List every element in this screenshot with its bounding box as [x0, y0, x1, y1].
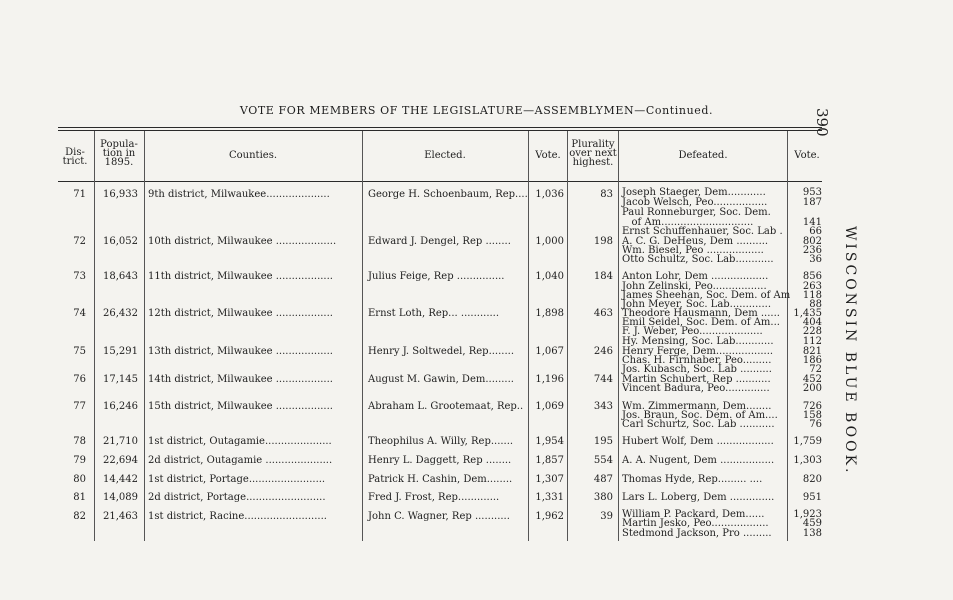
elected-cell: Patrick H. Cashin, Dem........	[368, 474, 513, 485]
defeated-name: Theodore Hausmann, Dem ......	[622, 308, 780, 319]
col-sep	[144, 131, 145, 541]
district-cell: 80	[73, 474, 86, 485]
district-cell: 73	[73, 271, 86, 282]
defeated-vote: 76	[809, 419, 822, 430]
defeated-name: Joseph Staeger, Dem............	[622, 187, 766, 198]
defeated-vote: 118	[802, 290, 822, 301]
plurality-cell: 487	[593, 474, 613, 485]
county-cell: 11th district, Milwaukee ..................	[148, 271, 333, 282]
defeated-vote: 36	[809, 254, 822, 265]
defeated-vote: 187	[802, 197, 822, 208]
elected-cell: Henry L. Daggett, Rep ........	[368, 455, 512, 466]
header-population: Popula- tion in 1895.	[100, 139, 138, 168]
col-sep	[618, 131, 619, 541]
district-cell: 81	[73, 492, 86, 503]
elected-cell: Edward J. Dengel, Rep ........	[368, 236, 511, 247]
defeated-name: Hubert Wolf, Dem ..................	[622, 436, 774, 447]
elected-cell: Julius Feige, Rep ...............	[368, 271, 505, 282]
population-cell: 21,463	[103, 511, 138, 522]
plurality-cell: 246	[593, 346, 613, 357]
defeated-name: Jacob Welsch, Peo.................	[622, 197, 768, 208]
population-cell: 22,694	[103, 455, 138, 466]
header-vote: Vote.	[535, 150, 561, 161]
header-defeated: Defeated.	[678, 150, 728, 161]
defeated-vote: 856	[802, 271, 822, 282]
defeated-vote: 802	[802, 236, 822, 247]
plurality-cell: 83	[600, 189, 613, 200]
district-cell: 76	[73, 374, 86, 385]
elected-cell: Ernst Loth, Rep... ............	[368, 308, 500, 319]
page-title: VOTE FOR MEMBERS OF THE LEGISLATURE—ASSEMBLYMEN—Continued.	[239, 104, 714, 117]
vote-cell: 1,040	[535, 271, 564, 282]
population-cell: 16,933	[103, 189, 138, 200]
county-cell: 2d district, Outagamie .....................	[148, 455, 333, 466]
plurality-cell: 39	[600, 511, 613, 522]
population-cell: 18,643	[103, 271, 138, 282]
elected-cell: George H. Schoenbaum, Rep....	[368, 189, 528, 200]
defeated-name: Wm. Biesel, Peo ..................	[622, 245, 764, 256]
defeated-name: James Sheehan, Soc. Dem. of Am	[622, 290, 791, 301]
defeated-name: Ernst Schuffenhauer, Soc. Lab .	[622, 226, 783, 237]
defeated-vote: 158	[802, 410, 822, 421]
defeated-name: Jos. Braun, Soc. Dem. of Am....	[622, 410, 778, 421]
plurality-cell: 554	[593, 455, 613, 466]
defeated-name: A. C. G. DeHeus, Dem ..........	[622, 236, 769, 247]
defeated-name: William P. Packard, Dem......	[622, 509, 765, 520]
defeated-vote: 236	[802, 245, 822, 256]
vote-cell: 1,898	[535, 308, 564, 319]
defeated-vote: 404	[802, 317, 822, 328]
county-cell: 10th district, Milwaukee ...................	[148, 236, 337, 247]
top-rule	[58, 127, 822, 128]
defeated-vote: 72	[809, 364, 822, 375]
col-sep	[362, 131, 363, 541]
defeated-name: Carl Schurtz, Soc. Lab ...........	[622, 419, 775, 430]
defeated-name: Martin Jesko, Peo..................	[622, 518, 769, 529]
defeated-name: Martin Schubert, Rep ...........	[622, 374, 771, 385]
county-cell: 1st district, Outagamie.....................	[148, 436, 332, 447]
defeated-vote: 138	[802, 528, 822, 539]
vote-cell: 1,069	[535, 401, 564, 412]
elected-cell: Henry J. Soltwedel, Rep........	[368, 346, 514, 357]
vote-cell: 1,954	[535, 436, 564, 447]
book-title-sidebar: WISCONSIN BLUE BOOK.	[842, 226, 858, 476]
district-cell: 75	[73, 346, 86, 357]
defeated-name: John Zelinski, Peo.................	[622, 281, 767, 292]
defeated-name: Emil Seidel, Soc. Dem. of Am...	[622, 317, 780, 328]
population-cell: 16,052	[103, 236, 138, 247]
district-cell: 77	[73, 401, 86, 412]
defeated-vote: 951	[802, 492, 822, 503]
population-cell: 14,089	[103, 492, 138, 503]
county-cell: 2d district, Portage.........................	[148, 492, 326, 503]
vote-cell: 1,962	[535, 511, 564, 522]
district-cell: 79	[73, 455, 86, 466]
plurality-cell: 380	[593, 492, 613, 503]
population-cell: 21,710	[103, 436, 138, 447]
plurality-cell: 195	[593, 436, 613, 447]
col-sep	[567, 131, 568, 541]
defeated-vote: 726	[802, 401, 822, 412]
district-cell: 78	[73, 436, 86, 447]
col-sep	[528, 131, 529, 541]
defeated-vote: 820	[802, 474, 822, 485]
district-cell: 82	[73, 511, 86, 522]
plurality-cell: 198	[593, 236, 613, 247]
defeated-vote: 1,435	[793, 308, 822, 319]
defeated-name: Paul Ronneburger, Soc. Dem.	[622, 207, 771, 218]
county-cell: 13th district, Milwaukee ..................	[148, 346, 333, 357]
population-cell: 14,442	[103, 474, 138, 485]
defeated-vote: 66	[809, 226, 822, 237]
defeated-vote: 263	[802, 281, 822, 292]
defeated-vote: 459	[802, 518, 822, 529]
defeated-vote: 953	[802, 187, 822, 198]
header-bottom-rule	[58, 181, 822, 182]
county-cell: 9th district, Milwaukee....................	[148, 189, 330, 200]
vote-cell: 1,331	[535, 492, 564, 503]
defeated-vote: 1,303	[793, 455, 822, 466]
elected-cell: Theophilus A. Willy, Rep.......	[368, 436, 514, 447]
elected-cell: Fred J. Frost, Rep.............	[368, 492, 500, 503]
header-elected: Elected.	[424, 150, 466, 161]
header-counties: Counties.	[229, 150, 277, 161]
top-rule-2	[58, 130, 822, 131]
defeated-name: Chas. H. Firnhaber, Peo.........	[622, 355, 772, 366]
defeated-name: John Meyer, Soc. Lab.............	[622, 299, 772, 310]
county-cell: 12th district, Milwaukee ..................	[148, 308, 333, 319]
defeated-vote: 1,923	[793, 509, 822, 520]
county-cell: 14th district, Milwaukee ..................	[148, 374, 333, 385]
defeated-name: Anton Lohr, Dem ..................	[622, 271, 769, 282]
col-sep	[94, 131, 95, 541]
defeated-vote: 1,759	[793, 436, 822, 447]
defeated-vote: 88	[809, 299, 822, 310]
population-cell: 26,432	[103, 308, 138, 319]
defeated-name: Henry Ferge, Dem..................	[622, 346, 774, 357]
defeated-name: Vincent Badura, Peo..............	[622, 383, 770, 394]
header-district: Dis- trict.	[62, 147, 88, 167]
vote-cell: 1,067	[535, 346, 564, 357]
defeated-vote: 200	[802, 383, 822, 394]
district-cell: 72	[73, 236, 86, 247]
header-defeated-vote: Vote.	[794, 150, 820, 161]
defeated-vote: 141	[802, 217, 822, 228]
defeated-vote: 821	[802, 346, 822, 357]
header-plurality: Plurality over next highest.	[569, 139, 617, 168]
district-cell: 74	[73, 308, 86, 319]
defeated-name: Jos. Kubasch, Soc. Lab ..........	[622, 364, 772, 375]
plurality-cell: 184	[593, 271, 613, 282]
plurality-cell: 343	[593, 401, 613, 412]
vote-cell: 1,307	[535, 474, 564, 485]
vote-cell: 1,857	[535, 455, 564, 466]
vote-cell: 1,036	[535, 189, 564, 200]
defeated-name: Otto Schultz, Soc. Lab............	[622, 254, 774, 265]
vote-cell: 1,196	[535, 374, 564, 385]
population-cell: 16,246	[103, 401, 138, 412]
defeated-vote: 186	[802, 355, 822, 366]
population-cell: 15,291	[103, 346, 138, 357]
defeated-name: Wm. Zimmermann, Dem........	[622, 401, 772, 412]
defeated-vote: 228	[802, 326, 822, 337]
county-cell: 1st district, Portage........................	[148, 474, 326, 485]
plurality-cell: 463	[593, 308, 613, 319]
defeated-vote: 452	[802, 374, 822, 385]
defeated-name: Stedmond Jackson, Pro .........	[622, 528, 772, 539]
defeated-name: F. J. Weber, Peo....................	[622, 326, 763, 337]
defeated-name: of Am.............................	[622, 217, 754, 228]
population-cell: 17,145	[103, 374, 138, 385]
elected-cell: August M. Gawin, Dem.........	[368, 374, 514, 385]
plurality-cell: 744	[593, 374, 613, 385]
county-cell: 15th district, Milwaukee ..................	[148, 401, 333, 412]
district-cell: 71	[73, 189, 86, 200]
elected-cell: Abraham L. Grootemaat, Rep..	[368, 401, 524, 412]
elected-cell: John C. Wagner, Rep ...........	[368, 511, 510, 522]
defeated-name: Hy. Mensing, Soc. Lab............	[622, 336, 774, 347]
county-cell: 1st district, Racine..........................	[148, 511, 327, 522]
defeated-name: A. A. Nugent, Dem .................	[622, 455, 775, 466]
page-number: 390	[813, 108, 831, 137]
defeated-name: Lars L. Loberg, Dem ..............	[622, 492, 775, 503]
vote-cell: 1,000	[535, 236, 564, 247]
defeated-vote: 112	[802, 336, 822, 347]
col-sep	[787, 131, 788, 541]
defeated-name: Thomas Hyde, Rep......... ....	[622, 474, 763, 485]
